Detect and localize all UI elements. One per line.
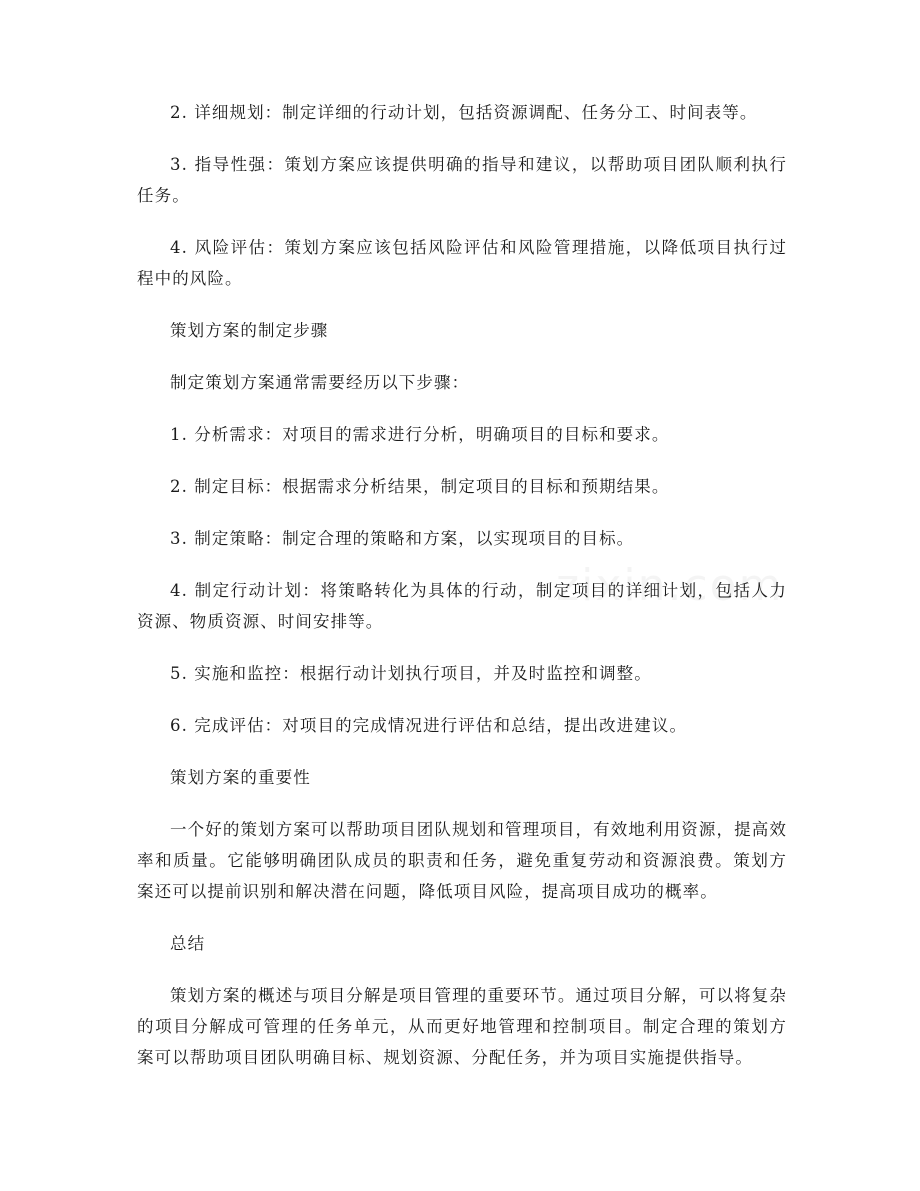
body-paragraph: 一个好的策划方案可以帮助项目团队规划和管理项目，有效地利用资源，提高效率和质量。它能够明确团队成员的职责和任务，避免重复劳动和资源浪费。策划方案还可以提前识别和解决潜在问题，降低项目风险，提高项目成功的概率。 [137,820,787,901]
list-item: 2. 制定目标：根据需求分析结果，制定项目的目标和预期结果。 [170,477,670,496]
list-item: 3. 指导性强：策划方案应该提供明确的指导和建议，以帮助项目团队顺利执行任务。 [137,155,787,205]
list-item: 2. 详细规划：制定详细的行动计划，包括资源调配、任务分工、时间表等。 [170,103,758,122]
body-paragraph: 制定策划方案通常需要经历以下步骤： [170,373,470,392]
list-item: 3. 制定策略：制定合理的策略和方案，以实现项目的目标。 [170,529,635,548]
list-item: 4. 制定行动计划：将策略转化为具体的行动，制定项目的详细计划，包括人力资源、物质资源、时间安排等。 [137,581,787,631]
section-heading: 总结 [170,934,206,953]
body-paragraph: 策划方案的概述与项目分解是项目管理的重要环节。通过项目分解，可以将复杂的项目分解成可管理的任务单元，从而更好地管理和控制项目。制定合理的策划方案可以帮助项目团队明确目标、规划资源、分配任务，并为项目实施提供指导。 [137,986,787,1067]
list-item: 6. 完成评估：对项目的完成情况进行评估和总结，提出改进建议。 [170,716,688,735]
section-heading: 策划方案的制定步骤 [170,321,329,340]
list-item: 5. 实施和监控：根据行动计划执行项目，并及时监控和调整。 [170,664,652,683]
list-item: 1. 分析需求：对项目的需求进行分析，明确项目的目标和要求。 [170,425,670,444]
document-body [137,97,787,1073]
list-item: 4. 风险评估：策划方案应该包括风险评估和风险管理措施，以降低项目执行过程中的风险。 [137,238,787,288]
section-heading: 策划方案的重要性 [170,768,311,787]
